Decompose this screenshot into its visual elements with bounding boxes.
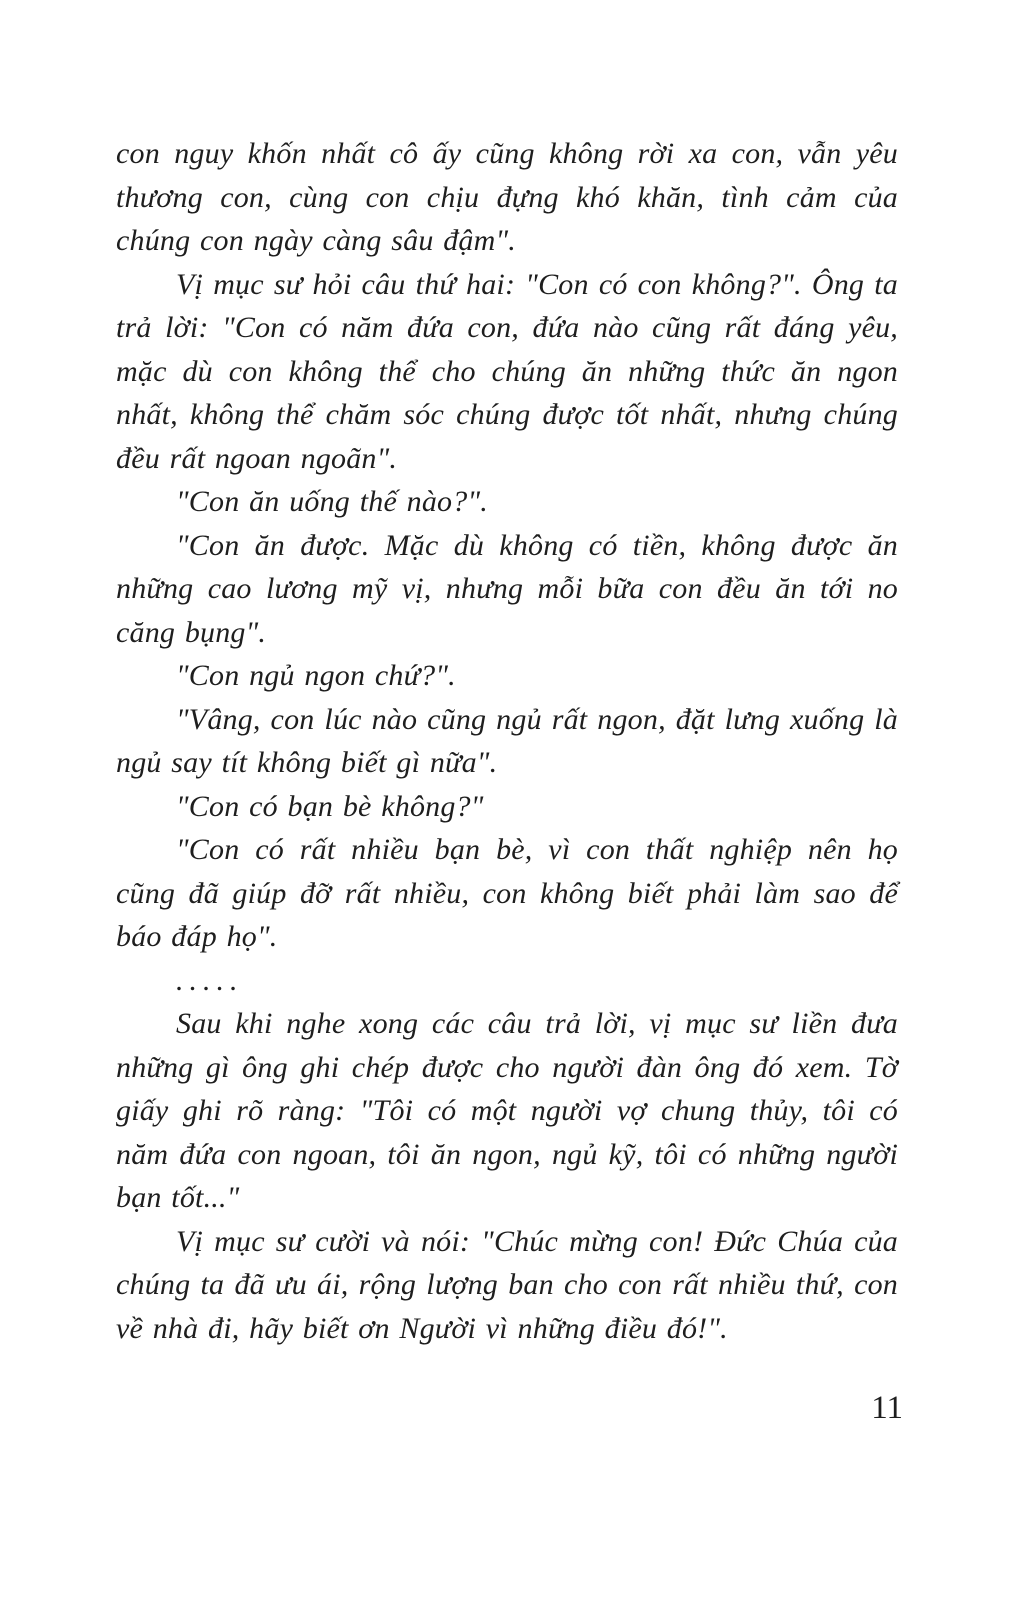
paragraph: "Con ngủ ngon chứ?". [176,659,456,692]
paragraph: Sau khi nghe xong các câu trả lời, vị mục sư liền đưa những gì ông ghi chép được cho người đàn ông đó xem. Tờ giấy ghi rõ ràng: "Tôi có một người vợ chung thủy, tôi có năm đứa con ngoan, tôi ăn ngon, ngủ kỹ, tôi có những người bạn tốt..." [116,1007,898,1214]
paragraph: "Con ăn được. Mặc dù không có tiền, không được ăn những cao lương mỹ vị, nhưng mỗi bữa con đều ăn tới no căng bụng". [116,528,898,649]
paragraph: con nguy khốn nhất cô ấy cũng không rời xa con, vẫn yêu thương con, cùng con chịu đựng khó khăn, tình cảm của chúng con ngày càng sâu đậm". [116,137,898,257]
paragraph: Vị mục sư hỏi câu thứ hai: "Con có con không?". Ông ta trả lời: "Con có năm đứa con, đứa nào cũng rất đáng yêu, mặc dù con không thể cho chúng ăn những thức ăn ngon nhất, không thể chăm sóc chúng được tốt nhất, nhưng chúng đều rất ngoan ngoãn". [116,267,898,475]
body-text [116,132,898,1350]
paragraph: "Vâng, con lúc nào cũng ngủ rất ngon, đặt lưng xuống là ngủ say tít không biết gì nữa". [116,702,898,779]
page-number: 11 [871,1390,903,1426]
paragraph: "Con có bạn bè không?" [176,789,484,823]
paragraph: "Con ăn uống thế nào?". [176,485,488,518]
paragraph: Vị mục sư cười và nói: "Chúc mừng con! Đức Chúa của chúng ta đã ưu ái, rộng lượng ban cho con rất nhiều thứ, con về nhà đi, hãy biết ơn Người vì những điều đó!". [116,1224,898,1345]
ellipsis-line: ..... [176,963,244,997]
paragraph: "Con có rất nhiều bạn bè, vì con thất nghiệp nên họ cũng đã giúp đỡ rất nhiều, con không biết phải làm sao để báo đáp họ". [116,833,898,953]
